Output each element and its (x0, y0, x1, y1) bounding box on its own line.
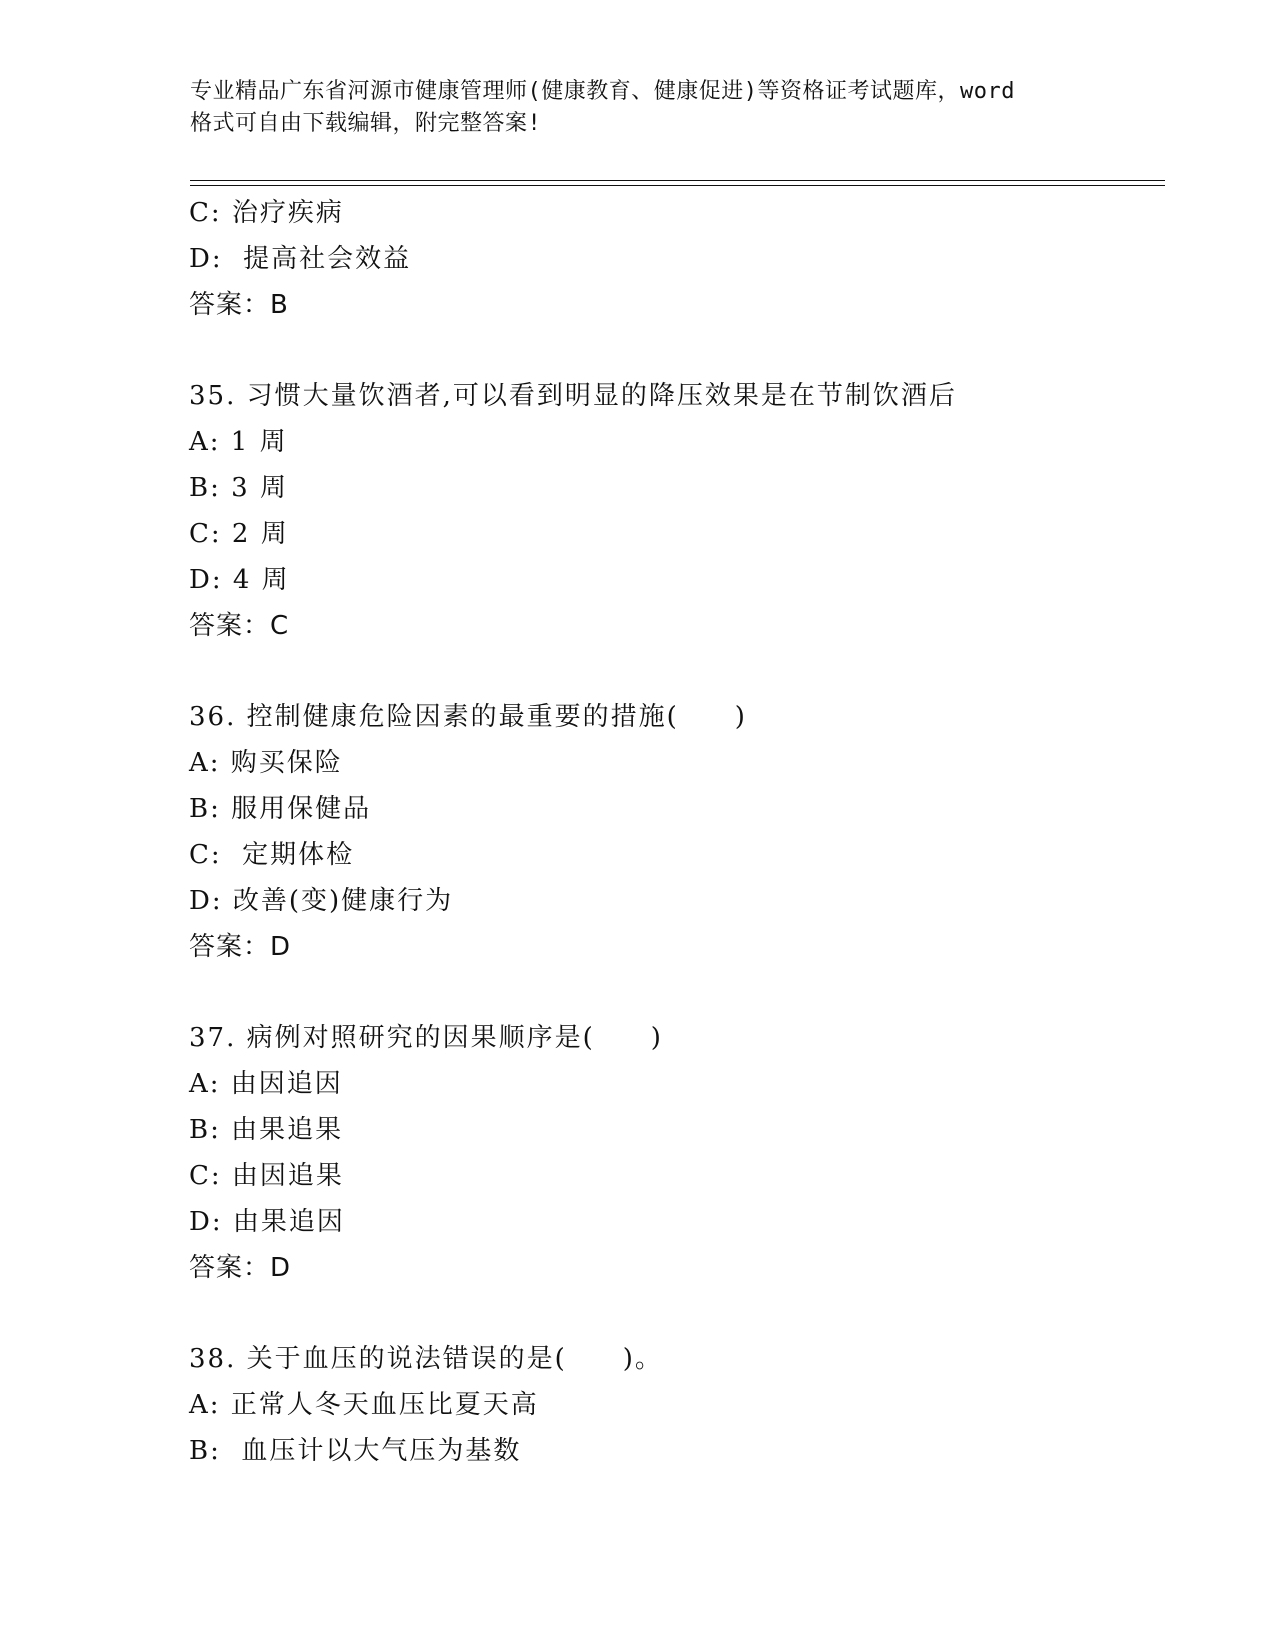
question-stem: 37. 病例对照研究的因果顺序是( ) (189, 1023, 663, 1053)
option-a: A: 购买保险 (189, 748, 343, 778)
document-header (190, 76, 1090, 140)
option-a: A: 由因追因 (189, 1069, 343, 1099)
header-title-line-2: 格式可自由下载编辑，附完整答案! (190, 111, 542, 136)
option-a: A: 1 周 (189, 427, 288, 457)
question-stem: 35. 习惯大量饮酒者,可以看到明显的降压效果是在节制饮酒后 (189, 381, 957, 411)
option-b: B: 血压计以大气压为基数 (189, 1436, 522, 1466)
option-a: A: 正常人冬天血压比夏天高 (189, 1390, 539, 1420)
answer-label: 答案：D (189, 1253, 292, 1283)
question-37 (189, 1015, 1169, 1291)
question-35 (189, 373, 1169, 649)
option-d: D: 提高社会效益 (189, 244, 412, 274)
option-b: B: 服用保健品 (189, 794, 372, 824)
question-36 (189, 694, 1169, 970)
option-c: C: 2 周 (189, 519, 289, 549)
question-stem: 36. 控制健康危险因素的最重要的措施( ) (189, 702, 747, 732)
option-c: C: 定期体检 (189, 840, 355, 870)
header-divider-bottom (190, 185, 1165, 186)
header-title-line-1: 专业精品广东省河源市健康管理师(健康教育、健康促进)等资格证考试题库，word (190, 79, 1015, 104)
question-list (189, 190, 1169, 1474)
answer-label: 答案：C (189, 611, 290, 641)
option-d: D: 改善(变)健康行为 (189, 886, 454, 916)
option-c: C: 由因追果 (189, 1161, 344, 1191)
option-c: C: 治疗疾病 (189, 198, 344, 228)
option-b: B: 由果追果 (189, 1115, 344, 1145)
answer-label: 答案：B (189, 290, 289, 320)
header-divider-top (190, 180, 1165, 181)
option-d: D: 4 周 (189, 565, 290, 595)
option-b: B: 3 周 (189, 473, 288, 503)
question-38 (189, 1336, 1169, 1474)
option-d: D: 由果追因 (189, 1207, 345, 1237)
answer-label: 答案：D (189, 932, 292, 962)
question-stem: 38. 关于血压的说法错误的是( )。 (189, 1344, 663, 1374)
